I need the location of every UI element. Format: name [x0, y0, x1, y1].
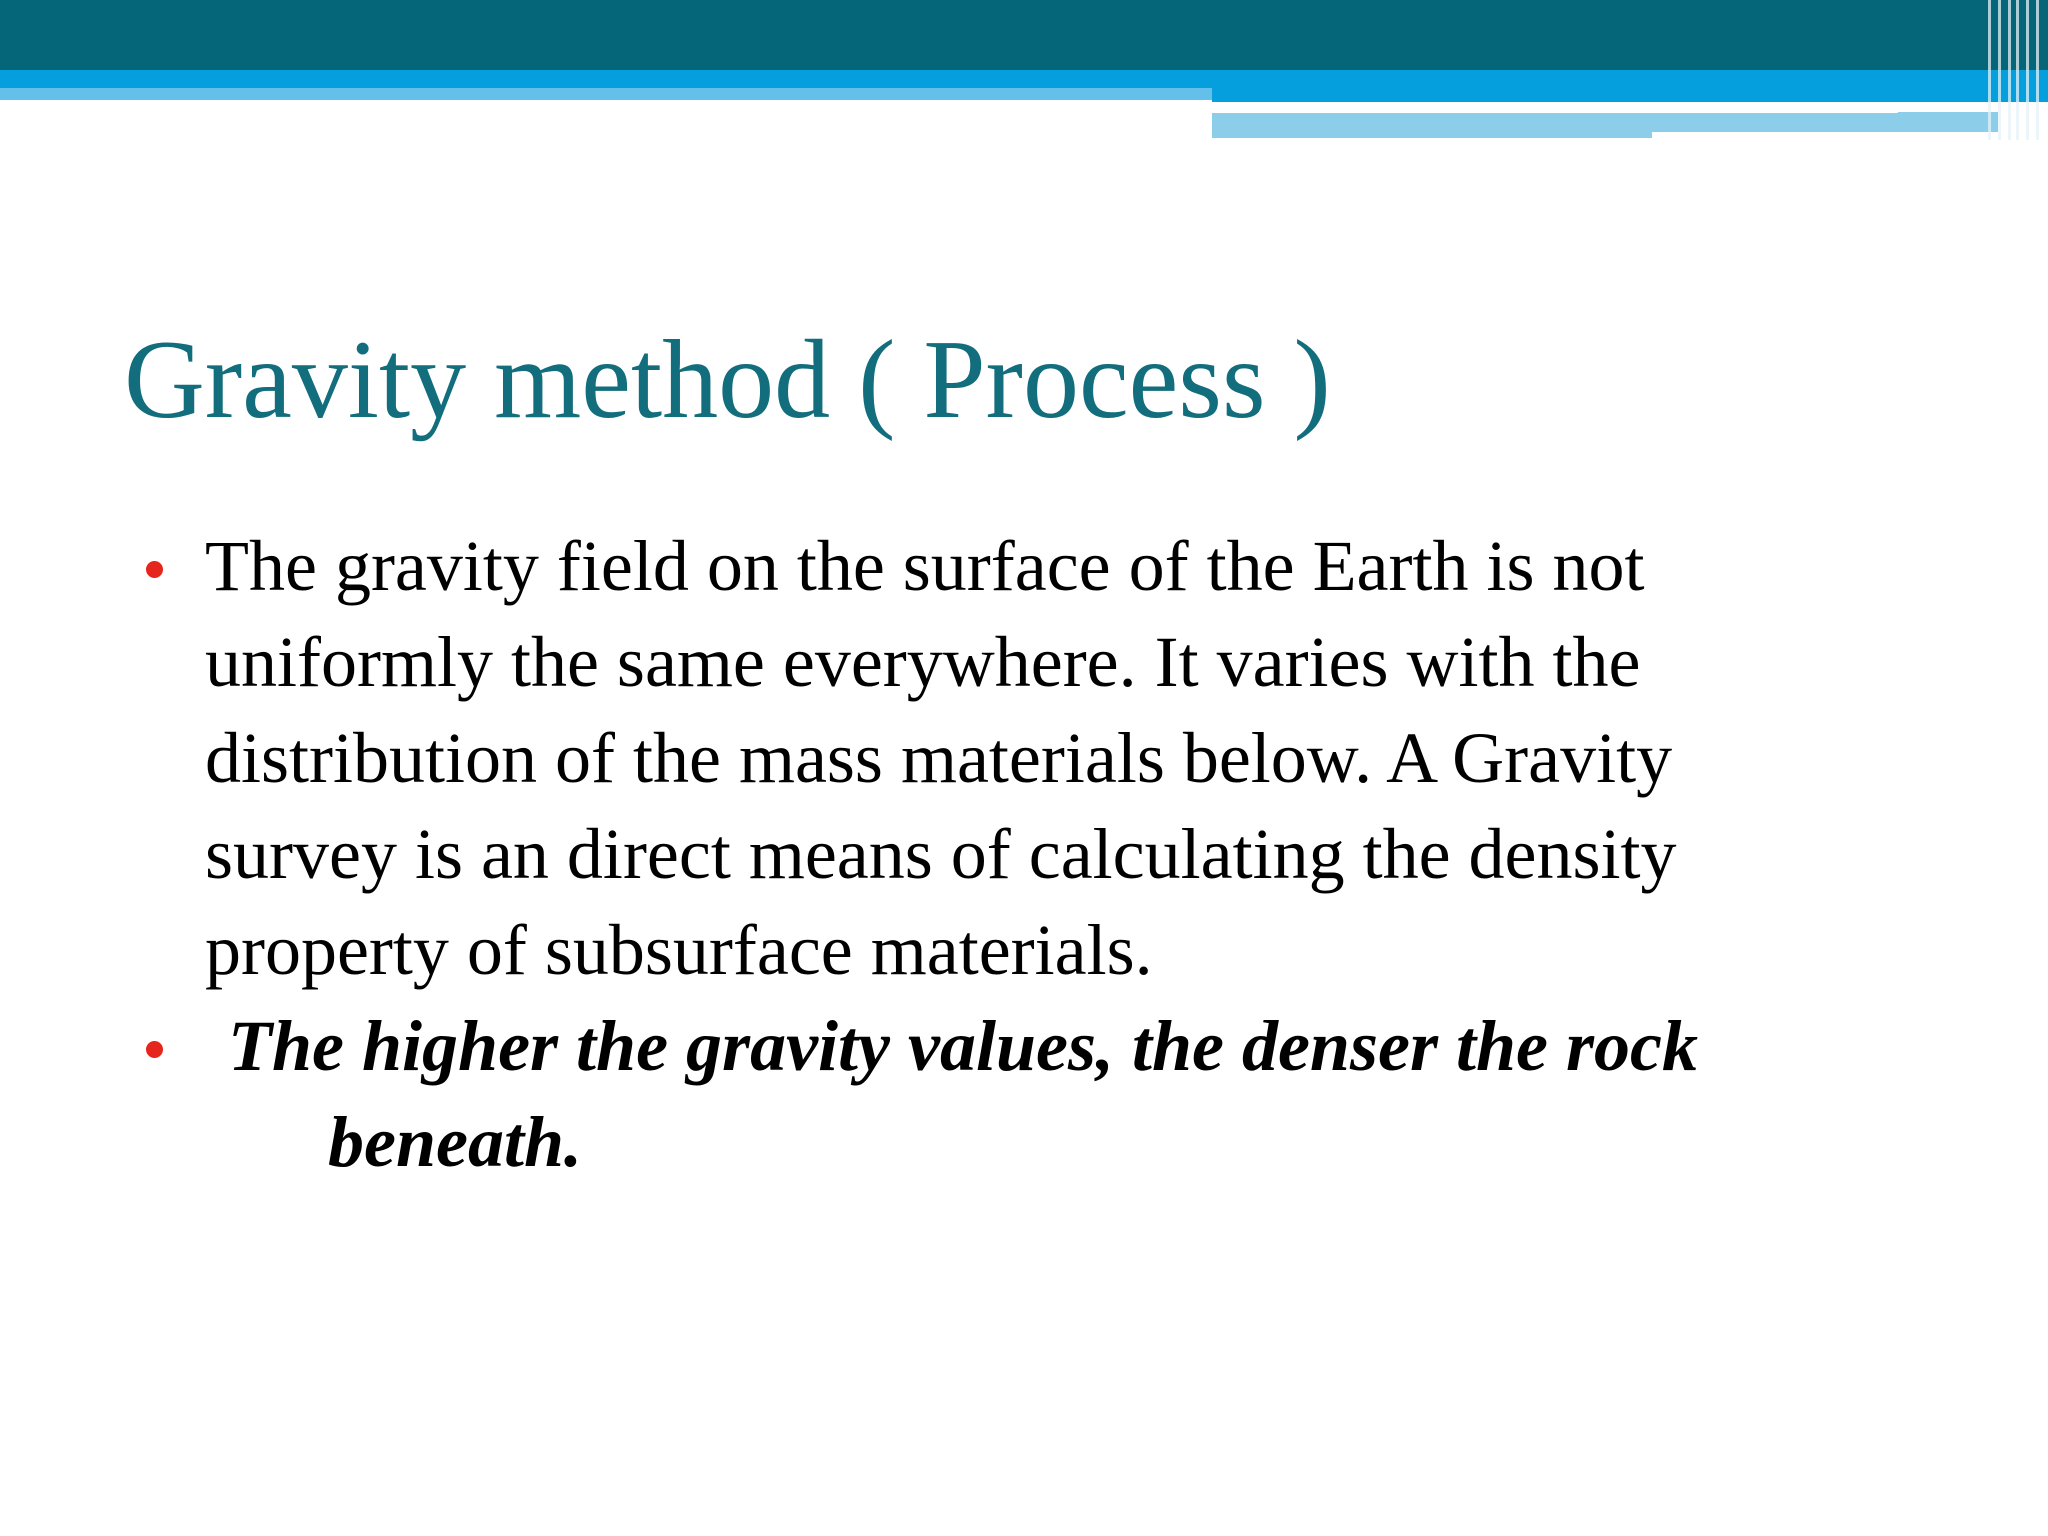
header-stripe [2008, 0, 2011, 140]
header-stripe [1998, 0, 2001, 140]
bullet-line: beneath. [328, 1102, 583, 1182]
bullet-line: The gravity field on the surface of the Earth is not [205, 526, 1645, 606]
bullet-line: property of subsurface materials. [205, 910, 1153, 990]
bullet-line: survey is an direct means of calculating the density [205, 814, 1677, 894]
bullet-dot-icon [146, 561, 163, 578]
bullet-line: The higher the gravity values, the denser the rock [228, 1006, 1698, 1086]
header-stripe [2036, 0, 2039, 140]
bullet-line: distribution of the mass materials below. A Gravity [205, 718, 1673, 798]
header-stripe [1988, 0, 1991, 140]
header-band-mid-right [1212, 70, 2048, 102]
bullet-list [0, 518, 2048, 1190]
header-divider-line [1212, 108, 1898, 113]
slide-title: Gravity method ( Process ) [124, 318, 1331, 442]
bullet-dot-icon [146, 1041, 163, 1058]
header-band-mid [0, 70, 1212, 88]
bullet-item [0, 518, 1855, 998]
header-divider-line-short [1652, 132, 1998, 140]
header-band-light [0, 88, 1212, 100]
bullet-line: uniformly the same everywhere. It varies with the [205, 622, 1641, 702]
header-band-dark [0, 0, 2048, 70]
bullet-item-emphasis [0, 998, 1888, 1190]
header-stripe [2016, 0, 2019, 140]
header-stripe [2026, 0, 2029, 140]
